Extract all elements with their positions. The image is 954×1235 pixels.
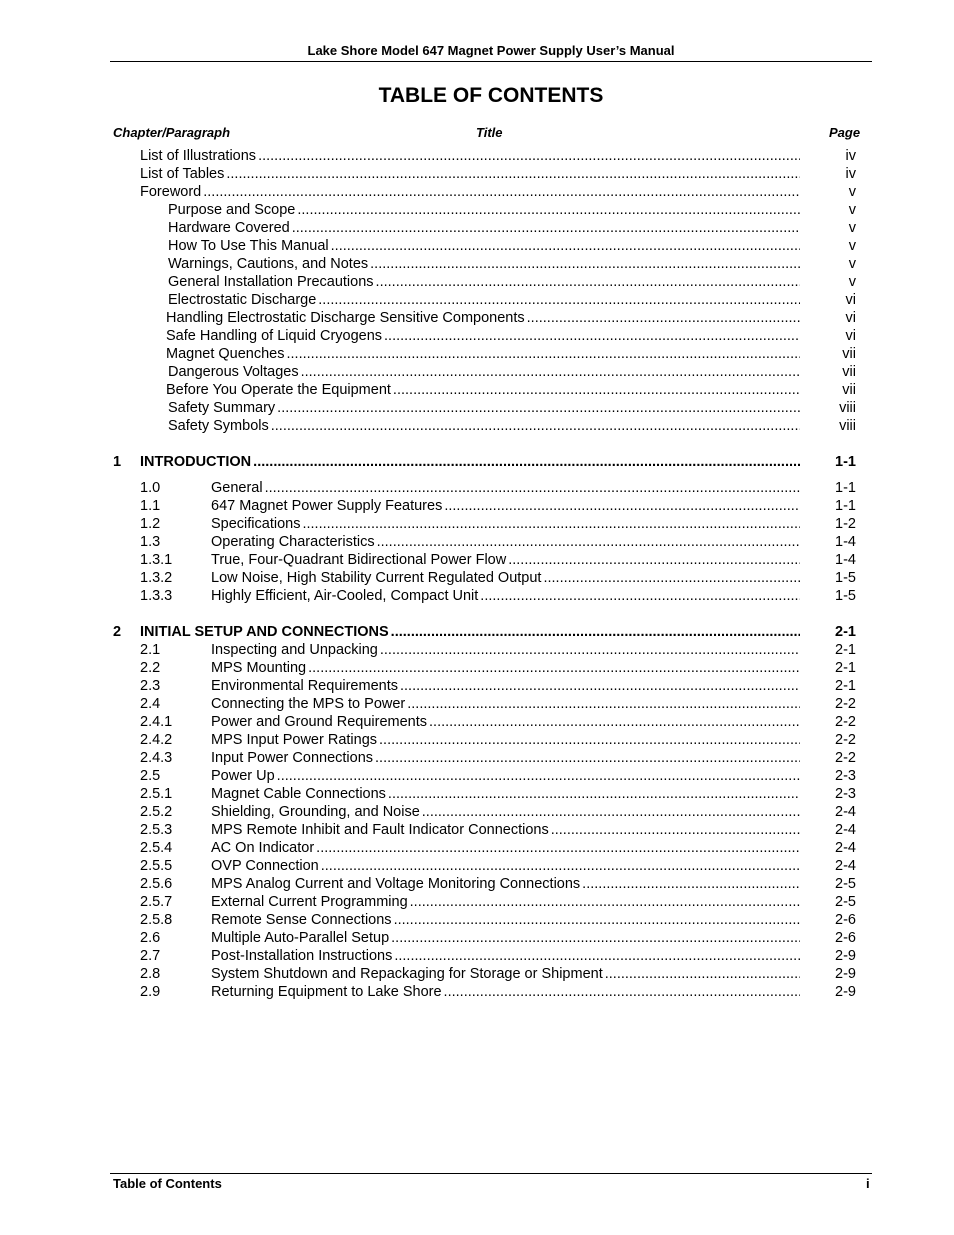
entry-title: Connecting the MPS to Power [211,696,406,713]
entry-title: Inspecting and Unpacking [211,642,378,659]
toc-entry[interactable] [0,345,954,363]
entry-page: vii [842,345,856,362]
entry-page: 1-5 [835,587,856,604]
entry-page: 2-5 [835,894,856,911]
toc-entry[interactable] [0,255,954,273]
entry-title: Environmental Requirements [211,678,398,695]
dot-leader [394,947,800,965]
toc-entry[interactable] [0,237,954,255]
entry-title: MPS Remote Inhibit and Fault Indicator Connections [211,822,549,839]
toc-entry[interactable] [0,569,954,587]
toc-entry[interactable] [0,677,954,695]
section-number: 2.6 [140,930,161,947]
section-number: 2.8 [140,965,161,982]
dot-leader [321,857,800,875]
entry-page: v [848,219,856,236]
section-number: 2.5.5 [140,858,173,875]
dot-leader [400,677,800,695]
chapter-number: 2 [113,624,122,641]
entry-page: 2-2 [835,696,856,713]
dot-leader [393,381,800,399]
entry-page: 2-4 [835,858,856,875]
toc-entry[interactable] [0,929,954,947]
entry-title: How To Use This Manual [168,237,329,254]
dot-leader [258,147,800,165]
section-number: 1.3.2 [140,569,173,586]
dot-leader [203,183,800,201]
entry-title: External Current Programming [211,894,408,911]
section-number: 1.1 [140,497,161,514]
dot-leader [265,479,800,497]
toc-entry[interactable] [0,641,954,659]
entry-page: 2-1 [835,660,856,677]
entry-page: 2-1 [835,642,856,659]
entry-title: INITIAL SETUP AND CONNECTIONS [140,624,389,641]
column-header-chapter: Chapter/Paragraph [113,125,231,140]
entry-title: INTRODUCTION [140,454,252,470]
entry-title: Remote Sense Connections [211,912,392,929]
section-number: 1.3.3 [140,587,173,604]
dot-leader [508,551,800,569]
entry-title: MPS Mounting [211,660,307,677]
entry-title: Electrostatic Discharge [168,291,317,308]
dot-leader [379,731,800,749]
toc-entry[interactable] [0,983,954,1001]
entry-page: 2-4 [835,804,856,821]
entry-page: vi [845,291,856,308]
dot-leader [377,533,800,551]
section-number: 2.4 [140,696,161,713]
toc-entry[interactable] [0,399,954,417]
dot-leader [376,273,800,291]
entry-page: 2-3 [835,786,856,803]
dot-leader [388,785,800,803]
toc-entry[interactable] [0,381,954,399]
running-header: Lake Shore Model 647 Magnet Power Supply User’s Manual [307,43,675,58]
entry-page: 2-1 [835,678,856,695]
entry-page: 2-6 [835,930,856,947]
entry-page: v [848,237,856,254]
section-number: 1.3.1 [140,551,173,568]
entry-title: Purpose and Scope [168,201,296,218]
toc-entry[interactable] [0,713,954,731]
entry-title: Specifications [211,515,301,532]
entry-page: 1-4 [835,551,856,568]
entry-title: Foreword [140,183,202,200]
toc-entry[interactable] [0,183,954,201]
entry-page: 2-9 [835,948,856,964]
section-number: 2.5.3 [140,822,173,839]
entry-page: v [848,183,856,200]
section-number: 2.2 [140,660,161,677]
dot-leader [308,659,800,677]
dot-leader [422,803,800,821]
entry-page: 1-1 [835,497,856,514]
entry-page: vii [842,381,856,398]
toc-entry[interactable] [0,291,954,309]
entry-title: Safety Summary [168,399,276,416]
column-header-title: Title [476,125,503,140]
toc-entry[interactable] [0,695,954,713]
dot-leader [384,327,800,345]
dot-leader [375,749,800,767]
toc-entry[interactable] [0,587,954,605]
toc-chapter-2[interactable] [0,623,954,641]
entry-title: OVP Connection [211,858,319,875]
entry-title: MPS Input Power Ratings [211,732,378,749]
entry-title: List of Tables [140,165,225,182]
toc-entry[interactable] [0,839,954,857]
dot-leader [370,255,800,273]
dot-leader [318,291,800,309]
toc-entry[interactable] [0,875,954,893]
section-number: 2.1 [140,642,161,659]
dot-leader [292,219,800,237]
section-number: 2.5.2 [140,804,173,821]
dot-leader [410,893,800,911]
entry-title: Power and Ground Requirements [211,714,428,731]
toc-entry[interactable] [0,417,954,435]
section-number: 2.4.1 [140,714,173,731]
dot-leader [331,237,800,255]
section-number: 2.5.4 [140,840,173,857]
entry-page: 1-1 [835,480,856,496]
section-number: 2.7 [140,948,161,964]
entry-page: 2-1 [835,624,856,641]
toc-entry[interactable] [0,515,954,533]
entry-title: Shielding, Grounding, and Noise [211,804,420,821]
entry-title: System Shutdown and Repackaging for Storage or Shipment [211,965,603,982]
entry-page: viii [839,399,856,416]
entry-title: Input Power Connections [211,750,374,767]
entry-page: vi [845,309,856,326]
toc-entry[interactable] [0,731,954,749]
entry-title: Highly Efficient, Air-Cooled, Compact Unit [211,587,479,604]
entry-page: 1-5 [835,569,856,586]
dot-leader [391,623,800,641]
entry-title: Returning Equipment to Lake Shore [211,983,442,1000]
entry-page: 2-2 [835,714,856,731]
dot-leader [444,497,800,515]
dot-leader [391,929,800,947]
dot-leader [582,875,800,893]
entry-page: 1-1 [835,454,856,470]
dot-leader [551,821,800,839]
entry-title: Operating Characteristics [211,533,375,550]
entry-page: viii [839,417,856,434]
entry-title: General Installation Precautions [168,273,374,290]
dot-leader [480,587,800,605]
dot-leader [277,767,800,785]
dot-leader [394,911,800,929]
toc-entry[interactable] [0,219,954,237]
dot-leader [277,399,800,417]
toc-entry[interactable] [0,533,954,551]
entry-page: 2-2 [835,750,856,767]
toc-entry[interactable] [0,147,954,165]
entry-title: Magnet Cable Connections [211,786,386,803]
dot-leader [380,641,800,659]
entry-title: Low Noise, High Stability Current Regulated Output [211,569,542,586]
dot-leader [316,839,800,857]
toc-entry[interactable] [0,821,954,839]
toc-entry[interactable] [0,785,954,803]
entry-page: v [848,201,856,218]
entry-page: v [848,255,856,272]
section-number: 2.9 [140,983,161,1000]
column-header-page: Page [829,125,861,140]
entry-title: Hardware Covered [168,219,290,236]
dot-leader [429,713,800,731]
section-number: 2.5.1 [140,786,173,803]
toc-entry[interactable] [0,165,954,183]
dot-leader [287,345,801,363]
dot-leader [444,983,800,1001]
toc-entry[interactable] [0,201,954,219]
entry-title: Magnet Quenches [166,345,285,362]
entry-title: Post-Installation Instructions [211,948,393,964]
section-number: 1.3 [140,533,161,550]
toc-entry[interactable] [0,479,954,497]
dot-leader [301,363,800,381]
entry-title: Safe Handling of Liquid Cryogens [166,327,383,344]
entry-page: 1-4 [835,533,856,550]
dot-leader [605,965,800,983]
header-rule [110,61,872,62]
dot-leader [407,695,800,713]
entry-title: Safety Symbols [168,417,269,434]
entry-title: Handling Electrostatic Discharge Sensitive Components [166,309,525,326]
entry-title: List of Illustrations [140,148,257,164]
entry-page: 2-9 [835,983,856,1000]
toc-chapter-1[interactable] [0,453,954,471]
entry-page: vi [845,327,856,344]
footer-section: Table of Contents [113,1176,222,1191]
entry-page: 2-4 [835,822,856,839]
entry-page: 2-5 [835,876,856,893]
entry-title: AC On Indicator [211,840,315,857]
dot-leader [527,309,800,327]
entry-page: 1-2 [835,515,856,532]
entry-page: 2-4 [835,840,856,857]
toc-entry[interactable] [0,893,954,911]
toc-entry[interactable] [0,273,954,291]
section-number: 2.3 [140,678,161,695]
entry-page: iv [845,148,856,164]
section-number: 2.4.2 [140,732,173,749]
entry-title: Multiple Auto-Parallel Setup [211,930,390,947]
toc-entry[interactable] [0,327,954,345]
dot-leader [297,201,800,219]
toc-entry[interactable] [0,857,954,875]
entry-page: 2-6 [835,912,856,929]
dot-leader [253,453,800,471]
toc-entry[interactable] [0,363,954,381]
toc-entry[interactable] [0,749,954,767]
entry-title: General [211,480,263,496]
entry-title: MPS Analog Current and Voltage Monitoring Connections [211,876,581,893]
entry-title: Dangerous Voltages [168,363,299,380]
toc-entry[interactable] [0,309,954,327]
section-number: 2.5 [140,768,161,785]
toc-entry[interactable] [0,767,954,785]
entry-page: 2-9 [835,965,856,982]
section-number: 1.2 [140,515,161,532]
entry-title: Warnings, Cautions, and Notes [168,255,369,272]
entry-page: 2-2 [835,732,856,749]
toc-entry[interactable] [0,803,954,821]
section-number: 2.5.8 [140,912,173,929]
entry-title: 647 Magnet Power Supply Features [211,497,443,514]
section-number: 2.5.6 [140,876,173,893]
section-number: 2.4.3 [140,750,173,767]
entry-title: Power Up [211,768,275,785]
entry-page: v [848,273,856,290]
dot-leader [302,515,800,533]
entry-title: True, Four-Quadrant Bidirectional Power Flow [211,551,507,568]
dot-leader [271,417,800,435]
entry-page: 2-3 [835,768,856,785]
toc-entry[interactable] [0,659,954,677]
toc-entry[interactable] [0,551,954,569]
dot-leader [543,569,800,587]
section-number: 2.5.7 [140,894,173,911]
entry-page: iv [845,165,856,182]
chapter-number: 1 [113,454,122,470]
toc-entry[interactable] [0,947,954,965]
toc-entry[interactable] [0,497,954,515]
section-number: 1.0 [140,480,161,496]
toc-entry[interactable] [0,965,954,983]
footer-page-number: i [866,1176,870,1191]
toc-entry[interactable] [0,911,954,929]
page-title: TABLE OF CONTENTS [378,84,604,107]
footer-rule [110,1173,872,1174]
entry-page: vii [842,363,856,380]
dot-leader [226,165,800,183]
entry-title: Before You Operate the Equipment [166,381,391,398]
